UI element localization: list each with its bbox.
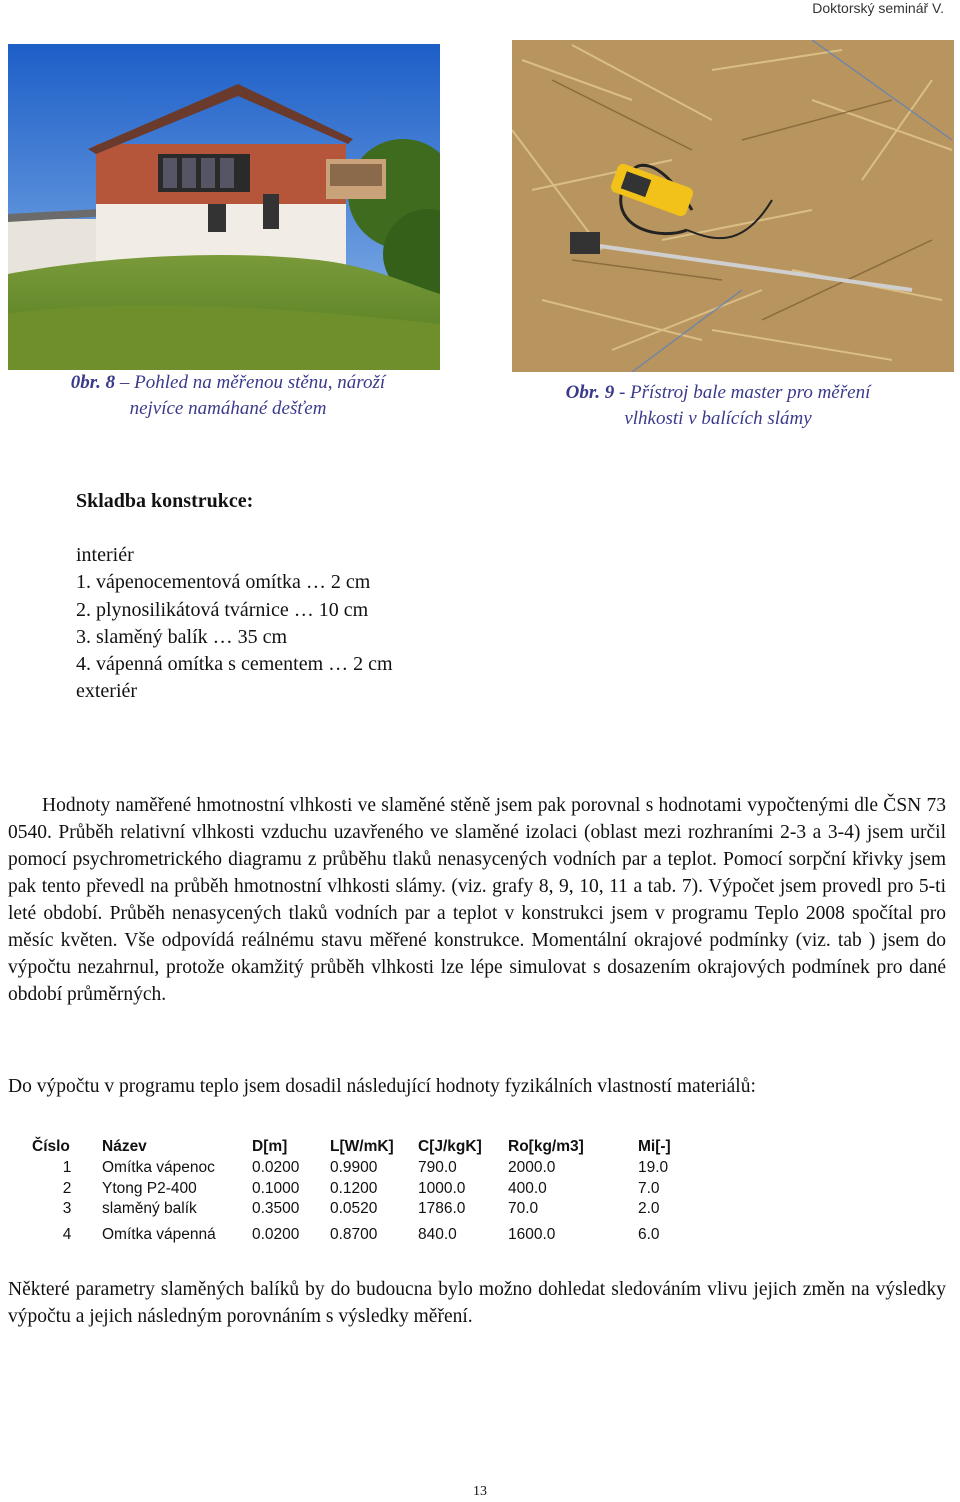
straw-illustration — [512, 40, 954, 372]
table-cell: 840.0 — [418, 1225, 457, 1243]
table-cell: 0.9900 — [330, 1159, 378, 1177]
table-cell: 19.0 — [638, 1159, 669, 1177]
house-illustration — [8, 44, 440, 370]
paragraph-1: Hodnoty naměřené hmotnostní vlhkosti ve slaměné stěně jsem pak porovnal s hodnotami vypočtenými dle ČSN 73 0540. Průběh relativní vlhkosti vzduchu uzavřeného ve slaměné izolaci (oblast mezi rozhraními 2-3 a 3-4) jsem určil pomocí psychrometrického diagramu z průběhu tlaků nenasycených vodních par a teplot. Pomocí sorpční křivky jsem pak tento převedl na průběh hmotnostní vlhkosti slámy. (viz. grafy 8, 9, 10, 11 a tab. 7). Výpočet jsem provedl pro 5-ti leté období. Průběh nenasycených tlaků vodních par a teplot v konstrukci jsem v programu Teplo 2008 spočítal pro měsíc květen. Vše odpovídá reálnému stavu měřené konstrukce. Momentální okrajové podmínky (viz. tab ) jsem do výpočtu nezahrnul, protože okamžitý průběh vlhkosti lze lépe simulovat s dosazením okrajových podmínek pro dané období průměrných. — [8, 795, 946, 1005]
figure-9-label: Obr. 9 — [565, 382, 615, 403]
table-cell: 6.0 — [638, 1225, 660, 1243]
structure-line: exteriér — [76, 680, 138, 703]
table-header-row — [32, 1136, 698, 1158]
table-cell: 0.1000 — [252, 1179, 300, 1197]
table-row — [32, 1158, 698, 1179]
structure-line: 2. plynosilikátová tvárnice … 10 cm — [76, 598, 369, 621]
materials-table — [32, 1136, 698, 1245]
table-row — [32, 1179, 698, 1200]
structure-list — [76, 542, 393, 706]
table-cell: 2.0 — [638, 1200, 660, 1218]
structure-line: 3. slaměný balík … 35 cm — [76, 625, 288, 648]
table-row — [32, 1199, 698, 1220]
table-cell: Omítka vápenoc — [102, 1159, 215, 1177]
structure-line: 1. vápenocementová omítka … 2 cm — [76, 571, 371, 594]
table-cell: 0.8700 — [330, 1225, 378, 1243]
page-number: 13 — [473, 1484, 487, 1499]
table-cell: 0.0200 — [252, 1225, 300, 1243]
structure-line: 4. vápenná omítka s cementem … 2 cm — [76, 653, 393, 676]
table-cell: slaměný balík — [102, 1200, 197, 1218]
table-cell: 1000.0 — [418, 1179, 466, 1197]
figure-9-text-2: vlhkosti v balících slámy — [624, 408, 812, 429]
figure-8-text-1: – Pohled na měřenou stěnu, nároží — [115, 372, 386, 393]
structure-line: interiér — [76, 544, 134, 566]
house-photo — [8, 44, 440, 370]
figure-8-text-2: nejvíce namáhané dešťem — [129, 398, 327, 419]
col-header: Číslo — [32, 1138, 70, 1155]
figure-9-caption — [498, 380, 938, 432]
table-cell: Ytong P2-400 — [102, 1179, 197, 1197]
straw-meter-photo — [512, 40, 954, 372]
figure-8-label: 0br. 8 — [70, 372, 116, 393]
col-header: Ro[kg/m3] — [508, 1138, 584, 1155]
table-cell: 7.0 — [638, 1179, 660, 1197]
table-cell: 1600.0 — [508, 1225, 556, 1243]
col-header: C[J/kgK] — [418, 1138, 482, 1155]
table-cell: 0.0520 — [330, 1200, 378, 1218]
page-header: Doktorský seminář V. — [812, 0, 944, 16]
table-cell: 70.0 — [508, 1200, 539, 1218]
col-header: Mi[-] — [638, 1138, 671, 1155]
table-cell: 4 — [62, 1225, 72, 1243]
figure-9-text-1: - Přístroj bale master pro měření — [614, 382, 871, 403]
col-header: D[m] — [252, 1138, 288, 1155]
table-row — [32, 1220, 698, 1246]
figure-8-caption — [8, 370, 448, 422]
col-header: L[W/mK] — [330, 1138, 394, 1155]
table-cell: 2 — [62, 1179, 72, 1197]
col-header: Název — [102, 1138, 147, 1155]
table-cell: 1 — [62, 1159, 72, 1177]
table-cell: 790.0 — [418, 1159, 457, 1177]
table-cell: 1786.0 — [418, 1200, 466, 1218]
table-cell: 2000.0 — [508, 1159, 556, 1177]
table-cell: 400.0 — [508, 1179, 547, 1197]
table-cell: 0.3500 — [252, 1200, 300, 1218]
table-cell: 0.0200 — [252, 1159, 300, 1177]
table-cell: 0.1200 — [330, 1179, 378, 1197]
structure-title: Skladba konstrukce: — [76, 490, 254, 512]
table-cell: Omítka vápenná — [102, 1225, 216, 1243]
paragraph-2: Do výpočtu v programu teplo jsem dosadil následující hodnoty fyzikálních vlastností materiálů: — [8, 1076, 756, 1097]
table-cell: 3 — [62, 1200, 72, 1218]
paragraph-3: Některé parametry slaměných balíků by do budoucna bylo možno dohledat sledováním vlivu jejich změn na výsledky výpočtu a jejich následným porovnáním s výsledky měření. — [8, 1279, 946, 1327]
